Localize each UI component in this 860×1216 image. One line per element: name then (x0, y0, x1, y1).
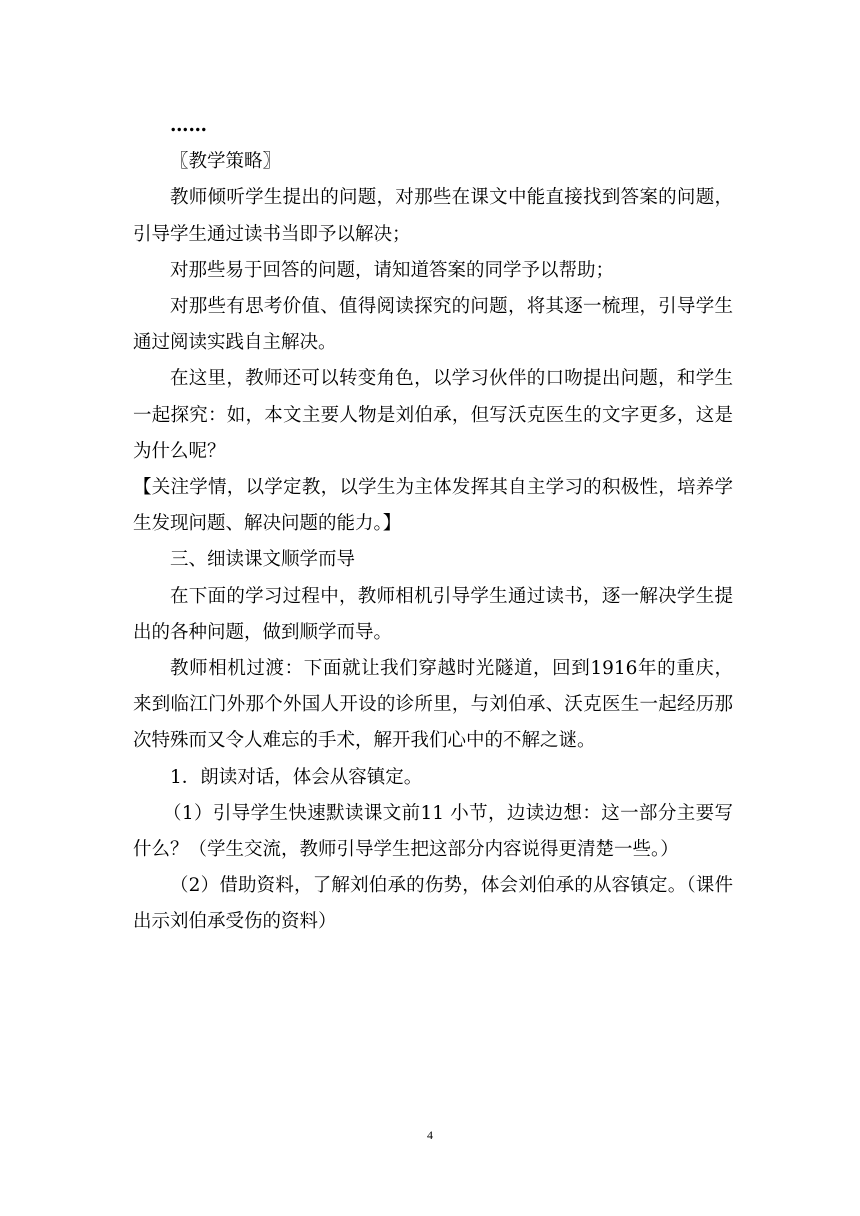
paragraph: 在下面的学习过程中，教师相机引导学生通过读书，逐一解决学生提出的各种问题，做到顺学而导。 (133, 585, 733, 643)
paragraph: 对那些有思考价值、值得阅读探究的问题，将其逐一梳理，引导学生通过阅读实践自主解决。 (133, 296, 733, 354)
paragraph: 对那些易于回答的问题，请知道答案的同学予以帮助； (170, 259, 615, 281)
section-heading-close-reading: 三、细读课文顺学而导 (170, 549, 356, 571)
numbered-heading: 1．朗读对话，体会从容镇定。 (170, 766, 423, 788)
note-paragraph: 【关注学情，以学定教，以学生为主体发挥其自主学习的积极性，培养学生发现问题、解决问题的能力。】 (133, 477, 733, 535)
paragraph: 教师相机过渡：下面就让我们穿越时光隧道，回到1916年的重庆，来到临江门外那个外国人开设的诊所里，与刘伯承、沃克医生一起经历那次特殊而又令人难忘的手术，解开我们心中的不解之谜。 (133, 658, 733, 752)
paragraph: （2）借助资料，了解刘伯承的伤势，体会刘伯承的从容镇定。（课件出示刘伯承受伤的资料） (133, 875, 733, 933)
paragraph: 在这里，教师还可以转变角色，以学习伙伴的口吻提出问题，和学生一起探究：如，本文主要人物是刘伯承，但写沃克医生的文字更多，这是为什么呢？ (133, 368, 733, 462)
section-heading-teaching-strategy: 〖教学策略〗 (170, 151, 282, 173)
page-number: 4 (427, 1128, 433, 1142)
page-body (133, 108, 733, 941)
paragraph: （1）引导学生快速默读课文前11 小节，边读边想：这一部分主要写什么？（学生交流，教师引导学生把这部分内容说得更清楚一些。） (133, 802, 733, 861)
ellipsis-paragraph: …… (170, 115, 207, 136)
paragraph: 教师倾听学生提出的问题，对那些在课文中能直接找到答案的问题，引导学生通过读书当即予以解决； (133, 187, 733, 245)
